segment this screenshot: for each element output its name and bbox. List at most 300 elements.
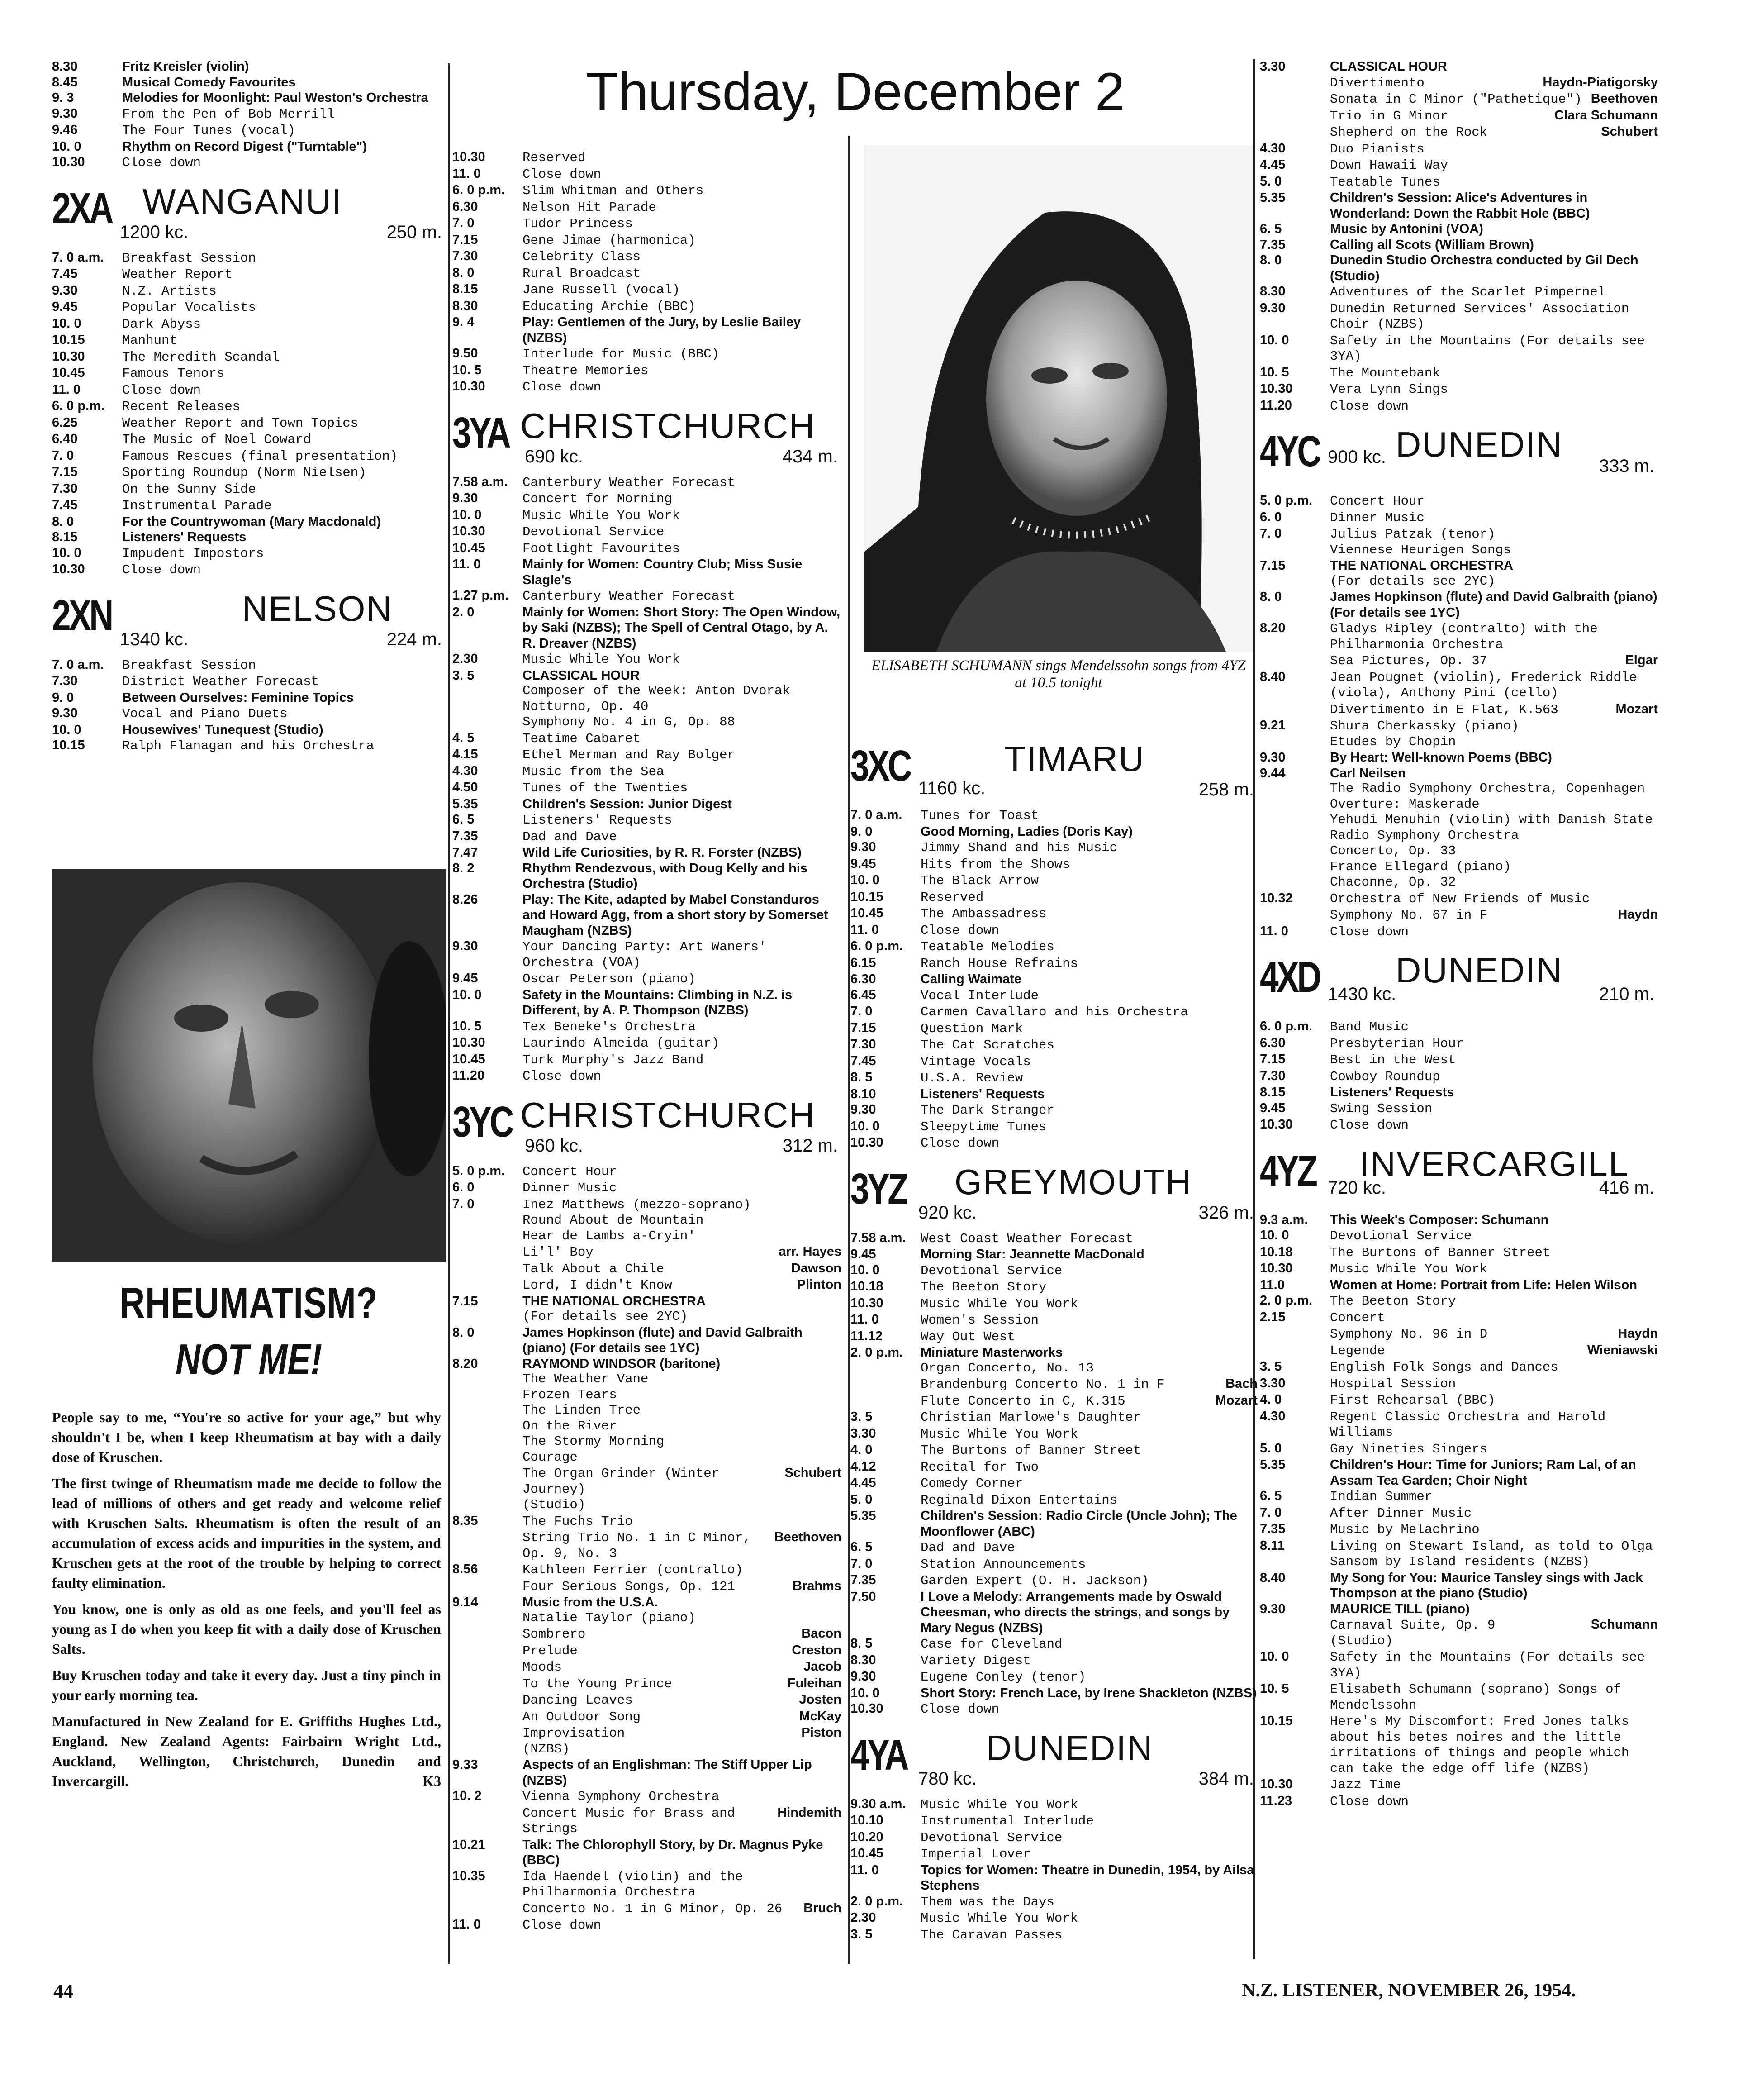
station-header-2xn xyxy=(52,586,446,654)
entry-time: 5. 0 xyxy=(850,1492,873,1507)
advert-paragraph: The first twinge of Rheumatism made me decide to follow the lead of millions of others and get ready and welcome relief with Kruschen Salts. Rheumatism is often the result of an accumulation of excess acids and impurities in the system, and Kruschen gets at the root of the trouble by helping to correct faulty elimination. xyxy=(52,1475,441,1591)
entry-programme: Good Morning, Ladies (Doris Kay) xyxy=(921,824,1133,839)
entry-time: 11. 0 xyxy=(850,922,879,937)
schedule-entry xyxy=(452,540,841,557)
schedule-entry xyxy=(1260,924,1658,940)
entry-time: 10. 5 xyxy=(452,362,482,377)
entry-programme: Miniature Masterworks xyxy=(921,1345,1063,1360)
entry-programme: Tudor Princess xyxy=(522,216,633,231)
schedule-entry xyxy=(850,1894,1258,1910)
entry-programme: Organ Concerto, No. 13 xyxy=(921,1360,1094,1376)
station-city: TIMARU xyxy=(1004,739,1145,779)
schedule-entry xyxy=(452,1325,841,1356)
entry-programme: Close down xyxy=(921,1136,1000,1151)
entry-programme: On the River xyxy=(522,1418,617,1433)
entry-time: 7.58 a.m. xyxy=(850,1230,906,1245)
entry-time: 11.23 xyxy=(1260,1793,1292,1808)
entry-programme: Frozen Tears xyxy=(522,1387,617,1402)
schedule-entry xyxy=(850,955,1258,972)
station-call: 2XN xyxy=(52,591,112,640)
entry-programme: CLASSICAL HOUR xyxy=(522,668,640,683)
entry-programme: Footlight Favourites xyxy=(522,541,680,556)
schedule-entry xyxy=(850,1345,1258,1361)
entry-time: 8.45 xyxy=(52,75,78,90)
station-wavelength: 250 m. xyxy=(386,222,442,242)
schedule-entry xyxy=(1260,1681,1658,1713)
schedule-entry xyxy=(1260,1228,1658,1244)
schedule-entry xyxy=(452,298,841,315)
entry-time: 6. 0 p.m. xyxy=(1260,1019,1313,1033)
schedule-entry xyxy=(850,1701,1258,1718)
schedule-entry xyxy=(52,316,446,333)
entry-time: 1.27 p.m. xyxy=(452,588,509,603)
schedule-entry xyxy=(452,265,841,282)
entry-programme: Oscar Peterson (piano) xyxy=(522,971,696,986)
entry-programme: Children's Hour: Time for Juniors; Ram Lal, of an Assam Tea Garden; Choir Night xyxy=(1330,1457,1636,1488)
entry-time: 8.30 xyxy=(850,1652,876,1667)
column-4 xyxy=(1260,59,1658,1810)
schedule-entry xyxy=(52,382,446,399)
entry-time: 8.15 xyxy=(52,530,78,544)
entry-programme: Legende xyxy=(1330,1343,1385,1358)
schedule-entry xyxy=(1260,157,1658,174)
entry-programme: Talk: The Chlorophyll Story, by Dr. Magnus Pyke (BBC) xyxy=(522,1837,823,1867)
schedule-entry xyxy=(452,1180,841,1196)
schedule-entry xyxy=(850,1020,1258,1037)
column-rule xyxy=(848,136,850,1964)
station-call: 4XD xyxy=(1260,953,1320,1001)
schedule-entry xyxy=(1260,333,1658,365)
entry-time: 6. 0 p.m. xyxy=(850,939,903,953)
entry-time: 8.11 xyxy=(1260,1538,1285,1553)
entry-time: 6.30 xyxy=(1260,1035,1286,1050)
entry-programme: Close down xyxy=(122,155,201,170)
advert-code: K3 xyxy=(423,1773,441,1789)
entry-time: 8. 0 xyxy=(1260,253,1282,267)
entry-programme: The Linden Tree xyxy=(522,1403,641,1418)
entry-time: 9.30 xyxy=(1260,300,1286,315)
schedule-entry xyxy=(452,1371,841,1387)
schedule-entry xyxy=(452,474,841,491)
schedule-entry xyxy=(1260,365,1658,381)
schedule-entry xyxy=(52,139,446,155)
station-call: 3YZ xyxy=(850,1164,907,1213)
entry-time: 9.45 xyxy=(452,971,478,986)
entry-programme: Concerto No. 1 in G Minor, Op. 26 xyxy=(522,1901,783,1916)
schedule-list xyxy=(52,59,446,171)
schedule-entry xyxy=(1260,1035,1658,1052)
entry-programme: Music While You Work xyxy=(1330,1262,1488,1276)
entry-programme: Jimmy Shand and his Music xyxy=(921,840,1118,855)
column-1 xyxy=(52,59,446,754)
entry-time: 4. 5 xyxy=(452,730,475,745)
schedule-entry xyxy=(850,938,1258,955)
entry-time: 10.30 xyxy=(1260,381,1293,396)
schedule-entry xyxy=(1260,1538,1658,1570)
schedule-entry xyxy=(850,1279,1258,1295)
schedule-entry xyxy=(1260,574,1658,590)
schedule-entry xyxy=(452,248,841,265)
station-wavelength: 333 m. xyxy=(1599,456,1654,476)
entry-composer: Schumann xyxy=(1591,1617,1658,1632)
entry-time: 10.30 xyxy=(52,155,85,169)
entry-programme: Calling Waimate xyxy=(921,972,1021,986)
entry-time: 6. 5 xyxy=(1260,1489,1282,1503)
entry-programme: (For details see 2YC) xyxy=(522,1309,688,1324)
entry-programme: The Music of Noel Coward xyxy=(122,432,311,447)
entry-programme: On the Sunny Side xyxy=(122,481,256,497)
entry-programme: Vocal and Piano Duets xyxy=(122,706,288,721)
schedule-entry xyxy=(452,668,841,684)
schedule-entry xyxy=(52,283,446,300)
entry-programme: Inez Matthews (mezzo-soprano) xyxy=(522,1197,751,1212)
station-frequency: 1200 kc. xyxy=(120,222,189,242)
schedule-entry xyxy=(1260,190,1658,221)
schedule-entry xyxy=(1260,284,1658,300)
entry-programme: The Fuchs Trio xyxy=(522,1514,633,1529)
entry-time: 8.15 xyxy=(1260,1085,1286,1100)
schedule-entry xyxy=(1260,1293,1658,1310)
entry-programme: The Weather Vane xyxy=(522,1371,649,1386)
station-wavelength: 312 m. xyxy=(782,1135,838,1156)
entry-programme: Concerto, Op. 33 xyxy=(1330,843,1456,858)
advert-subheadline: NOT ME! xyxy=(175,1335,323,1384)
entry-time: 6. 0 p.m. xyxy=(452,183,505,197)
schedule-entry xyxy=(452,1513,841,1530)
station-header-3ya xyxy=(452,404,841,471)
entry-programme: Yehudi Menuhin (violin) with Danish State Radio Symphony Orchestra xyxy=(1330,812,1653,843)
schedule-entry xyxy=(850,1829,1258,1846)
entry-programme: Music While You Work xyxy=(522,652,680,667)
column-2 xyxy=(452,149,841,1933)
entry-time: 10. 0 xyxy=(850,1686,880,1700)
entry-composer: Mozart xyxy=(1615,701,1658,716)
entry-programme: Turk Murphy's Jazz Band xyxy=(522,1052,704,1067)
entry-programme: U.S.A. Review xyxy=(921,1071,1023,1086)
schedule-entry xyxy=(1260,1713,1658,1776)
schedule-entry xyxy=(1260,1261,1658,1277)
schedule-entry xyxy=(1260,221,1658,237)
entry-time: 6.30 xyxy=(850,972,876,986)
entry-time: 10.30 xyxy=(452,1035,485,1050)
schedule-entry xyxy=(1260,381,1658,398)
entry-time: 7.45 xyxy=(52,498,78,512)
entry-programme: An Outdoor Song xyxy=(522,1709,641,1724)
entry-programme: After Dinner Music xyxy=(1330,1505,1472,1521)
entry-programme: Jane Russell (vocal) xyxy=(522,282,680,297)
entry-programme: Close down xyxy=(522,1918,602,1933)
schedule-entry xyxy=(1260,1052,1658,1068)
entry-programme: Sombrero xyxy=(522,1627,586,1642)
entry-time: 2.30 xyxy=(850,1910,876,1925)
entry-time: 2. 0 p.m. xyxy=(1260,1293,1313,1308)
schedule-entry xyxy=(452,1578,841,1595)
schedule-entry xyxy=(1260,589,1658,620)
entry-time: 2. 0 p.m. xyxy=(850,1894,903,1909)
station-wavelength: 258 m. xyxy=(1198,780,1254,800)
schedule-entry xyxy=(1260,843,1658,859)
entry-programme: Concert xyxy=(1330,1310,1385,1325)
entry-programme: MAURICE TILL (piano) xyxy=(1330,1601,1470,1616)
entry-time: 9.33 xyxy=(452,1757,478,1772)
entry-time: 7.35 xyxy=(1260,1522,1286,1536)
entry-programme: Recital for Two xyxy=(921,1459,1039,1475)
entry-time: 3. 5 xyxy=(850,1410,873,1424)
entry-programme: Round About de Mountain xyxy=(522,1213,704,1228)
entry-programme: Composer of the Week: Anton Dvorak Notturno, Op. 40 xyxy=(522,683,790,714)
advert-headline: RHEUMATISM? xyxy=(119,1279,378,1327)
entry-programme: Way Out West xyxy=(921,1329,1015,1344)
schedule-entry xyxy=(452,1450,841,1466)
entry-time: 9. 0 xyxy=(52,690,74,705)
schedule-entry xyxy=(1260,1570,1658,1601)
entry-time: 6.30 xyxy=(452,199,478,214)
entry-programme: The Burtons of Banner Street xyxy=(1330,1245,1551,1260)
entry-programme: Here's My Discomfort: Fred Jones talks about his betes noires and the little irritations of things and people which can take the edge off life (NZBS) xyxy=(1330,1714,1629,1776)
entry-time: 8.30 xyxy=(52,59,78,74)
entry-programme: Living on Stewart Island, as told to Olga Sansom by Island residents (NZBS) xyxy=(1330,1538,1653,1569)
entry-programme: Famous Tenors xyxy=(122,366,225,381)
entry-time: 7.35 xyxy=(1260,237,1286,252)
station-frequency: 1340 kc. xyxy=(120,629,189,649)
schedule-entry xyxy=(1260,1359,1658,1376)
schedule-entry xyxy=(452,1277,841,1294)
publication-line: N.Z. LISTENER, NOVEMBER 26, 1954. xyxy=(1242,1980,1576,2001)
schedule-entry xyxy=(452,1261,841,1277)
entry-time: 5.35 xyxy=(850,1509,876,1523)
entry-programme: Band Music xyxy=(1330,1019,1409,1034)
schedule-entry xyxy=(1260,1019,1658,1035)
entry-programme: Celebrity Class xyxy=(522,249,641,264)
schedule-entry xyxy=(1260,620,1658,652)
entry-composer: Haydn xyxy=(1618,907,1658,922)
station-frequency: 920 kc. xyxy=(918,1202,977,1223)
station-city: GREYMOUTH xyxy=(954,1162,1192,1202)
entry-programme: The Cat Scratches xyxy=(921,1038,1054,1052)
entry-programme: The Ambassadress xyxy=(921,906,1047,921)
entry-time: 10. 0 xyxy=(850,1262,880,1277)
entry-programme: Rhythm on Record Digest ("Turntable") xyxy=(122,139,367,154)
schedule-entry xyxy=(452,1309,841,1325)
entry-programme: Question Mark xyxy=(921,1021,1023,1036)
entry-programme: Slim Whitman and Others xyxy=(522,183,704,198)
entry-programme: Concert for Morning xyxy=(522,491,672,506)
entry-programme: Rural Broadcast xyxy=(522,266,641,281)
entry-programme: Music While You Work xyxy=(921,1911,1078,1926)
entry-programme: Regent Classic Orchestra and Harold Williams xyxy=(1330,1409,1606,1440)
entry-programme: Eugene Conley (tenor) xyxy=(921,1670,1086,1685)
entry-time: 9.45 xyxy=(850,1247,876,1262)
schedule-entry xyxy=(1260,493,1658,510)
entry-programme: France Ellegard (piano) xyxy=(1330,859,1511,874)
station-wavelength: 416 m. xyxy=(1599,1177,1654,1198)
entry-programme: Them was the Days xyxy=(921,1894,1054,1910)
schedule-entry xyxy=(452,1196,841,1213)
schedule-entry xyxy=(850,1862,1258,1894)
schedule-entry xyxy=(1260,750,1658,766)
advert-photo xyxy=(52,869,446,1262)
entry-time: 10.15 xyxy=(850,889,883,904)
entry-time: 11. 0 xyxy=(452,1917,481,1932)
schedule-entry xyxy=(850,1230,1258,1247)
schedule-entry xyxy=(452,557,841,588)
entry-time: 8.20 xyxy=(452,1356,478,1371)
entry-programme: Nelson Hit Parade xyxy=(522,200,656,215)
schedule-entry xyxy=(452,683,841,714)
schedule-entry xyxy=(850,872,1258,889)
entry-programme: Carmen Cavallaro and his Orchestra xyxy=(921,1005,1188,1019)
entry-time: 4.45 xyxy=(1260,157,1286,172)
entry-programme: Between Ourselves: Feminine Topics xyxy=(122,690,354,705)
entry-time: 10. 2 xyxy=(452,1789,482,1803)
entry-composer: Clara Schumann xyxy=(1554,108,1658,123)
schedule-entry xyxy=(452,1403,841,1419)
schedule-entry xyxy=(52,545,446,562)
entry-programme: Melodies for Moonlight: Paul Weston's Orchestra xyxy=(122,90,428,105)
entry-time: 8. 0 xyxy=(52,514,74,529)
schedule-entry xyxy=(850,1572,1258,1589)
entry-programme: Music from the U.S.A. xyxy=(522,1595,658,1610)
entry-programme: Safety in the Mountains (For details see 3YA) xyxy=(1330,1650,1645,1681)
entry-programme: James Hopkinson (flute) and David Galbraith (piano) (For details see 1YC) xyxy=(1330,590,1657,620)
station-header-3yc xyxy=(452,1093,841,1161)
entry-composer: Bach xyxy=(1225,1376,1258,1391)
schedule-entry xyxy=(850,839,1258,856)
schedule-entry xyxy=(850,1295,1258,1312)
schedule-entry xyxy=(52,673,446,690)
schedule-entry xyxy=(52,59,446,75)
entry-programme: Christian Marlowe's Daughter xyxy=(921,1410,1141,1425)
entry-time: 10. 0 xyxy=(850,873,880,887)
entry-time: 7. 0 xyxy=(452,1196,475,1211)
schedule-entry xyxy=(850,922,1258,939)
schedule-entry xyxy=(452,780,841,796)
schedule-entry xyxy=(452,1917,841,1933)
station-header-3yz xyxy=(850,1160,1258,1228)
entry-programme: From the Pen of Bob Merrill xyxy=(122,106,335,122)
schedule-entry xyxy=(52,299,446,316)
entry-time: 8. 5 xyxy=(850,1636,873,1651)
entry-programme: To the Young Prince xyxy=(522,1676,672,1691)
schedule-entry xyxy=(850,1796,1258,1813)
entry-time: 10. 0 xyxy=(1260,1228,1289,1243)
entry-programme: Impudent Impostors xyxy=(122,546,264,561)
entry-programme: Music from the Sea xyxy=(522,764,665,779)
entry-programme: Close down xyxy=(122,562,201,577)
schedule-entry xyxy=(452,588,841,605)
schedule-entry xyxy=(1260,669,1658,701)
schedule-entry xyxy=(850,987,1258,1004)
entry-programme: THE NATIONAL ORCHESTRA xyxy=(522,1294,706,1309)
schedule-entry xyxy=(52,705,446,722)
schedule-entry xyxy=(1260,252,1658,284)
entry-programme: Presbyterian Hour xyxy=(1330,1036,1464,1051)
entry-composer: Wieniawski xyxy=(1587,1343,1658,1357)
entry-programme: Close down xyxy=(1330,1118,1409,1133)
schedule-entry xyxy=(850,1539,1258,1556)
entry-programme: Music While You Work xyxy=(921,1426,1078,1442)
entry-programme: Vintage Vocals xyxy=(921,1054,1031,1069)
entry-time: 6.40 xyxy=(52,432,78,446)
entry-time: 6. 5 xyxy=(1260,222,1282,236)
entry-time: 5.35 xyxy=(1260,1457,1286,1472)
entry-time: 9.45 xyxy=(1260,1100,1286,1115)
schedule-entry xyxy=(1260,124,1658,141)
entry-time: 5. 0 p.m. xyxy=(1260,493,1313,508)
schedule-entry xyxy=(1260,734,1658,750)
schedule-entry xyxy=(452,490,841,507)
entry-programme: Dunedin Returned Services' Association Choir (NZBS) xyxy=(1330,301,1629,332)
entry-time: 2.30 xyxy=(452,652,478,666)
entry-programme: Imperial Lover xyxy=(921,1847,1031,1862)
entry-composer: arr. Hayes xyxy=(779,1244,841,1259)
entry-programme: Jean Pougnet (violin), Frederick Riddle (viola), Anthony Pini (cello) xyxy=(1330,670,1637,700)
entry-programme: Dad and Dave xyxy=(921,1540,1015,1555)
entry-programme: Sonata in C Minor ("Pathetique") xyxy=(1330,92,1582,107)
entry-programme: Case for Cleveland xyxy=(921,1637,1063,1652)
entry-programme: Listeners' Requests xyxy=(1330,1085,1454,1100)
schedule-entry xyxy=(1260,766,1658,781)
entry-programme: Close down xyxy=(522,1069,602,1084)
entry-time: 7.30 xyxy=(52,481,78,496)
schedule-entry xyxy=(52,448,446,465)
entry-programme: Natalie Taylor (piano) xyxy=(522,1610,696,1625)
station-frequency: 1430 kc. xyxy=(1328,984,1396,1004)
entry-time: 2.15 xyxy=(1260,1310,1286,1324)
entry-composer: Fuleihan xyxy=(787,1676,841,1690)
entry-time: 9.30 xyxy=(1260,1601,1286,1616)
schedule-entry xyxy=(52,415,446,432)
schedule-entry xyxy=(52,266,446,283)
schedule-entry xyxy=(52,154,446,171)
schedule-entry xyxy=(452,232,841,249)
schedule-entry xyxy=(1260,1488,1658,1505)
schedule-entry xyxy=(452,829,841,845)
schedule-list xyxy=(1260,1019,1658,1133)
schedule-entry xyxy=(452,1052,841,1068)
entry-programme: Weather Report and Town Topics xyxy=(122,415,359,431)
schedule-entry xyxy=(1260,300,1658,333)
station-header-4xd xyxy=(1260,948,1658,1016)
entry-programme: Station Announcements xyxy=(921,1557,1086,1572)
schedule-list xyxy=(850,1230,1258,1718)
schedule-entry xyxy=(452,1709,841,1725)
schedule-entry xyxy=(850,1686,1258,1701)
entry-programme: (For details see 2YC) xyxy=(1330,573,1496,589)
entry-programme: Lord, I didn't Know xyxy=(522,1278,672,1293)
entry-programme: RAYMOND WINDSOR (baritone) xyxy=(522,1356,721,1371)
entry-programme: The Burtons of Banner Street xyxy=(921,1443,1141,1458)
column-3 xyxy=(850,729,1258,1943)
entry-composer: Elgar xyxy=(1625,653,1658,667)
entry-programme: Reserved xyxy=(522,150,586,165)
entry-programme: Brandenburg Concerto No. 1 in F xyxy=(921,1377,1165,1392)
entry-programme: Teatable Tunes xyxy=(1330,174,1440,190)
entry-time: 7. 0 xyxy=(452,216,475,230)
entry-time: 10.30 xyxy=(850,1135,883,1150)
entry-time: 7.15 xyxy=(52,465,78,479)
entry-programme: Sporting Roundup (Norm Nielsen) xyxy=(122,465,366,480)
entry-programme: Divertimento xyxy=(1330,75,1425,90)
entry-time: 10. 0 xyxy=(52,545,81,560)
entry-time: 9. 3 xyxy=(52,90,74,105)
schedule-entry xyxy=(452,215,841,232)
schedule-entry xyxy=(850,1910,1258,1927)
schedule-entry xyxy=(1260,1244,1658,1261)
entry-time: 10.10 xyxy=(850,1813,883,1828)
entry-programme: The Meredith Scandal xyxy=(122,349,280,365)
entry-time: 10. 5 xyxy=(452,1019,482,1033)
